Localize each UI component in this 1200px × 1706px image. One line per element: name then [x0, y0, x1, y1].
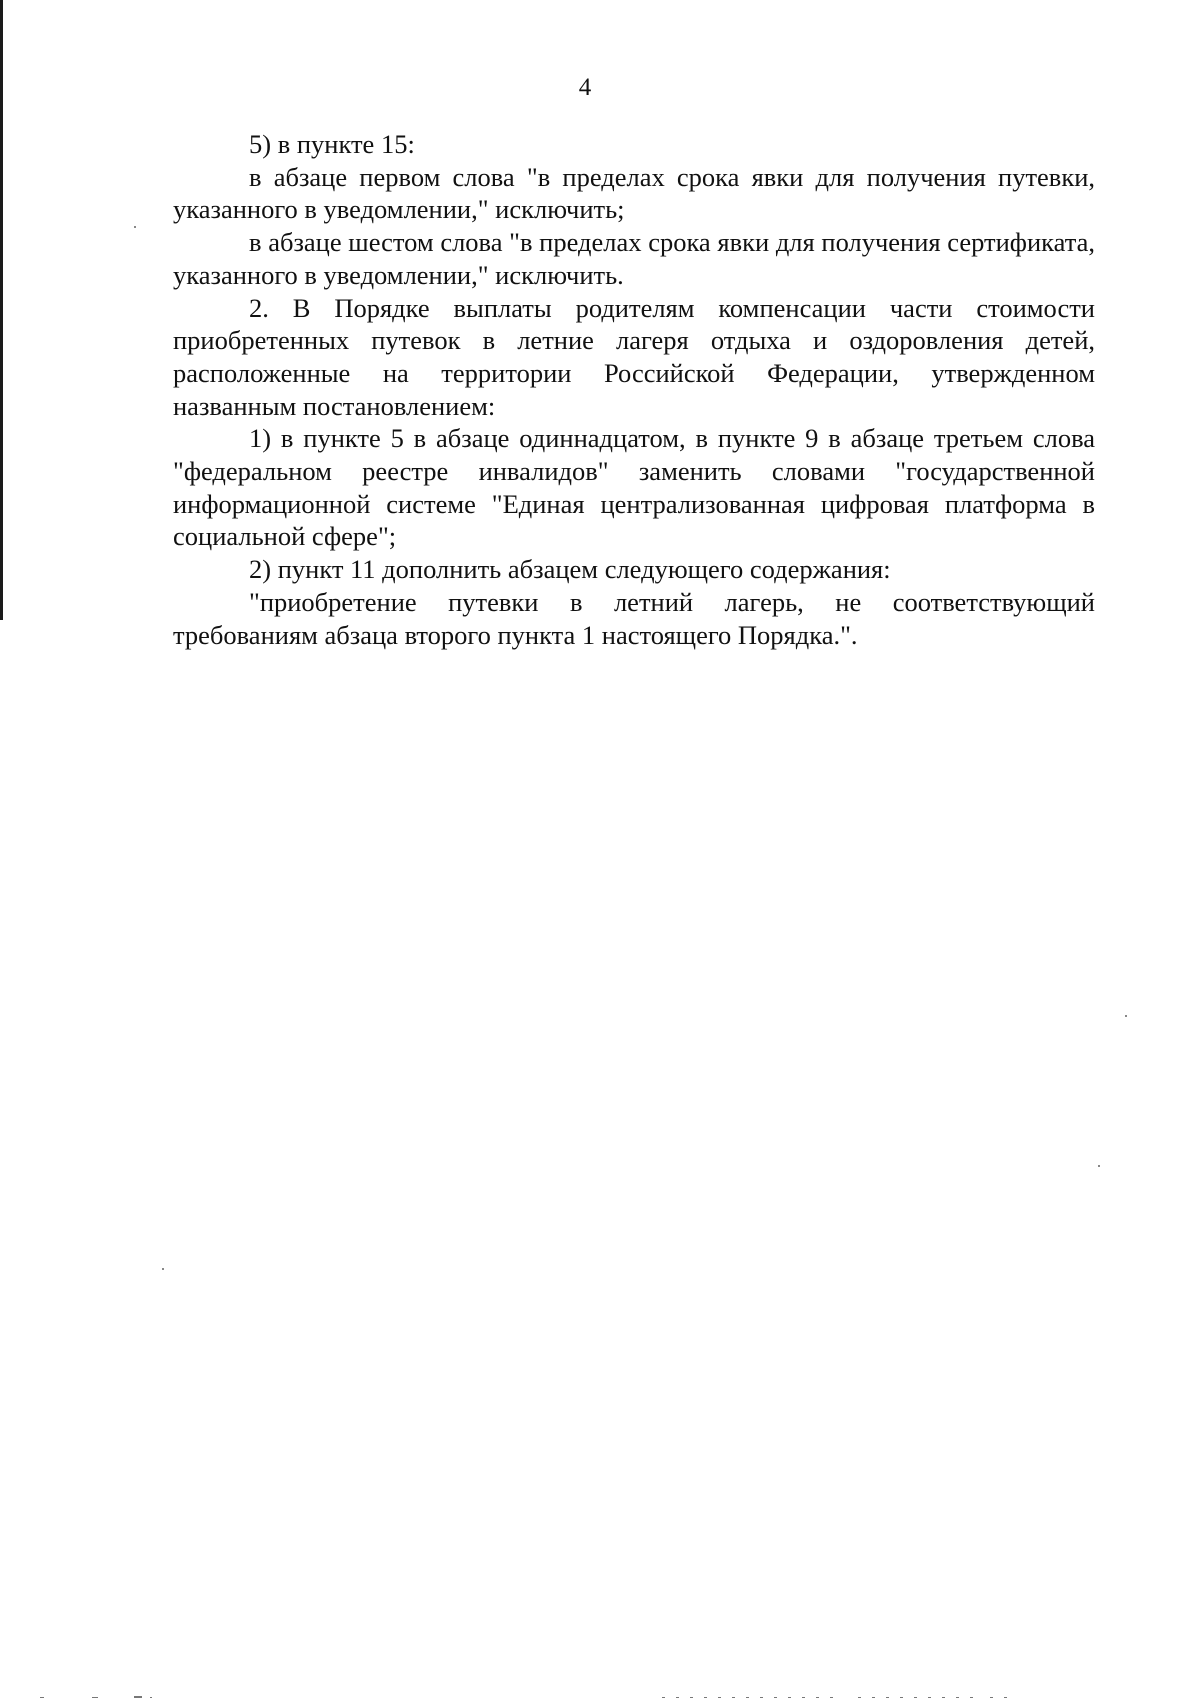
paragraph-first-abzac: в абзаце первом слова "в пределах срока явки для получения путевки, указанного в уведомлении," исключить; [173, 161, 1095, 225]
paragraph-quoted-addition: "приобретение путевки в летний лагерь, не соответствующий требованиям абзаца второго пункта 1 настоящего Порядка.". [173, 586, 1095, 650]
scan-bottom-edge-marks [0, 1694, 1200, 1700]
document-body [173, 128, 1095, 651]
scan-speck [1098, 1165, 1100, 1167]
scan-speck [162, 1268, 164, 1270]
scan-speck [134, 226, 136, 228]
page-number: 4 [578, 74, 592, 101]
paragraph-item-2: 2) пункт 11 дополнить абзацем следующего содержания: [249, 554, 891, 585]
paragraph-section-2: 2. В Порядке выплаты родителям компенсации части стоимости приобретенных путевок в летние лагеря отдыха и оздоровления детей, расположенные на территории Российской Федерации, утвержденном названным постановлением: [173, 292, 1095, 421]
paragraph-item-5: 5) в пункте 15: [249, 129, 415, 159]
scan-speck [1125, 1015, 1127, 1017]
paragraph-item-1: 1) в пункте 5 в абзаце одиннадцатом, в пункте 9 в абзаце третьем слова "федеральном реестре инвалидов" заменить словами "государственной информационной системе "Единая централизованная цифровая платформа в социальной сфере"; [173, 423, 1095, 552]
paragraph-sixth-abzac: в абзаце шестом слова "в пределах срока явки для получения сертификата, указанного в уведомлении," исключить. [173, 227, 1095, 290]
